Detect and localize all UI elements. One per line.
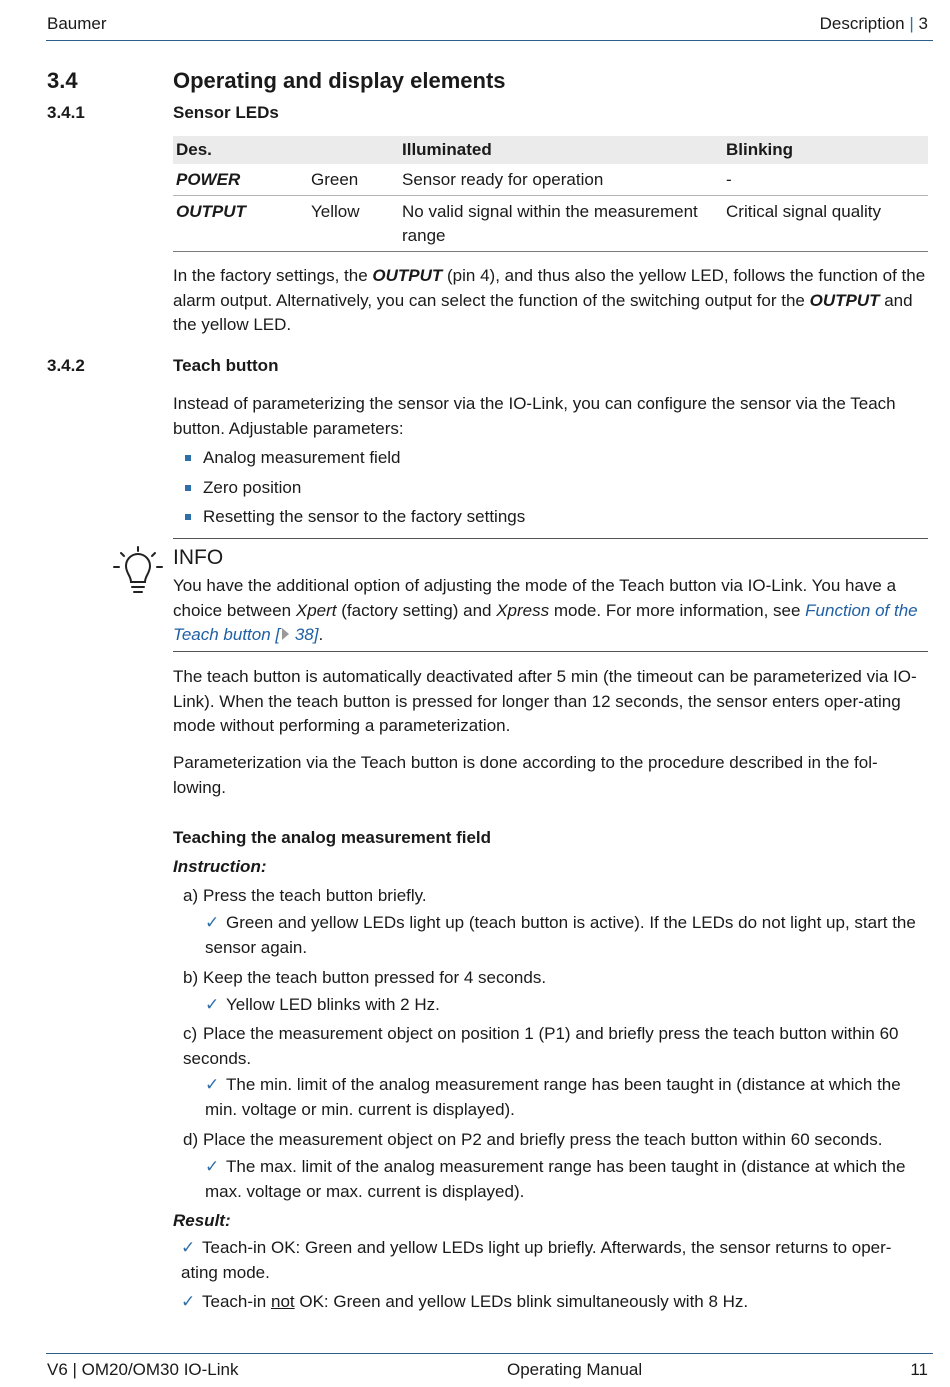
- text-run: (factory setting) and: [336, 600, 497, 620]
- step-d-result: [205, 1155, 928, 1204]
- factory-settings-paragraph: [173, 264, 928, 338]
- subsection-number-1: 3.4.1: [47, 103, 85, 122]
- header-separator: |: [909, 14, 914, 33]
- step-text: Press the teach button briefly.: [203, 886, 427, 905]
- page-arrow-icon: [282, 628, 289, 640]
- output-term: OUTPUT: [372, 266, 443, 285]
- footer-rule: [46, 1353, 933, 1354]
- list-item-text: Resetting the sensor to the factory settings: [203, 507, 526, 526]
- instruction-label: Instruction:: [173, 857, 267, 876]
- text-run: and the yellow LED.: [173, 290, 913, 334]
- step-b: [183, 966, 928, 991]
- info-bottom-rule: [173, 651, 928, 652]
- table-cell: POWER: [173, 164, 308, 196]
- result-text: OK: Green and yellow LEDs blink simultaneously with 8 Hz.: [294, 1292, 749, 1311]
- info-top-rule: [173, 538, 928, 539]
- bullet-square-icon: [185, 455, 191, 461]
- step-text: Place the measurement object on P2 and briefly press the teach button within 60 seconds.: [203, 1130, 883, 1149]
- parameter-list: [173, 446, 928, 535]
- table-header-blinking: Blinking: [723, 136, 928, 164]
- check-text: The min. limit of the analog measurement range has been taught in (distance at which the min. voltage or min. current is displayed).: [205, 1075, 901, 1119]
- bullet-square-icon: [185, 514, 191, 520]
- table-header-color: [308, 136, 399, 164]
- table-header-illuminated: Illuminated: [399, 136, 723, 164]
- check-text: The max. limit of the analog measurement range has been taught in (distance at which the max. voltage or max. current is displayed).: [205, 1157, 906, 1201]
- table-cell: Green: [308, 164, 399, 196]
- footer-document: V6 | OM20/OM30 IO-Link: [47, 1360, 239, 1379]
- step-d: [183, 1128, 928, 1153]
- header-brand: Baumer: [47, 14, 107, 33]
- teaching-title: Teaching the analog measurement field: [173, 828, 492, 847]
- result-ok: [181, 1236, 928, 1285]
- table-row: [173, 196, 928, 252]
- subsection-number-2: 3.4.2: [47, 356, 85, 375]
- check-text: Green and yellow LEDs light up (teach button is active). If the LEDs do not light up, start the sensor again.: [205, 913, 916, 957]
- list-item-text: Zero position: [203, 477, 302, 497]
- table-cell: Yellow: [308, 196, 399, 252]
- checkmark-icon: ✓: [205, 1157, 220, 1176]
- checkmark-icon: ✓: [205, 913, 220, 932]
- result-not-ok: [181, 1290, 928, 1315]
- checkmark-icon: ✓: [205, 1075, 220, 1094]
- mode-xpress: Xpress: [496, 600, 550, 620]
- text-run: You have the additional option of adjusting the mode of the Teach button via IO-Link. You have a choice between: [173, 576, 897, 620]
- check-text: Yellow LED blinks with 2 Hz.: [226, 995, 440, 1014]
- checkmark-icon: ✓: [181, 1292, 196, 1311]
- table-header-row: [173, 136, 928, 164]
- mode-xpert: Xpert: [295, 600, 337, 620]
- footer-manual-type: Operating Manual: [507, 1360, 643, 1379]
- text-run: .: [318, 625, 324, 644]
- section-title: Operating and display elements: [173, 68, 506, 93]
- step-label: a): [183, 886, 199, 905]
- text-run: (pin 4), and thus also the yellow LED, follows the function of the alarm output. Alternatively, you can select the function of the switching output for the: [173, 266, 926, 310]
- output-term: OUTPUT: [809, 290, 880, 310]
- list-item: [173, 476, 928, 506]
- step-label: c): [183, 1024, 198, 1043]
- table-row: [173, 164, 928, 196]
- link-text: Function of the Teach button [: [173, 600, 918, 644]
- result-text: Teach-in: [202, 1292, 271, 1311]
- list-item: [173, 505, 928, 535]
- table-cell: -: [723, 164, 928, 196]
- result-emphasis: not: [270, 1292, 295, 1311]
- list-item-text: Analog measurement field: [203, 448, 401, 467]
- subsection-title-2: Teach button: [173, 356, 279, 375]
- teach-intro-paragraph: [173, 392, 928, 535]
- step-text: Keep the teach button pressed for 4 seconds.: [203, 968, 547, 987]
- step-label: b): [183, 968, 199, 987]
- list-item: [173, 446, 928, 476]
- teach-intro-text: Instead of parameterizing the sensor via the IO-Link, you can configure the sensor via the Teach button. Adjustable parameters:: [173, 394, 896, 438]
- link-page: 38]: [290, 625, 319, 644]
- header-rule: [46, 40, 933, 41]
- info-title: INFO: [173, 546, 224, 569]
- bullet-square-icon: [185, 485, 191, 491]
- table-cell: Critical signal quality: [723, 196, 928, 252]
- table-header-des: Des.: [173, 136, 308, 164]
- sensor-led-table: [173, 136, 928, 252]
- procedure-paragraph: Parameterization via the Teach button is done according to the procedure described in the fol-lowing.: [173, 753, 878, 797]
- lightbulb-icon: [112, 545, 164, 597]
- result-label: Result:: [173, 1211, 231, 1230]
- text-run: In the factory settings, the: [173, 266, 373, 285]
- step-a: [183, 884, 928, 909]
- header-section-title: Description: [819, 14, 905, 33]
- step-a-result: [205, 911, 928, 960]
- section-number: 3.4: [47, 68, 78, 93]
- table-cell: No valid signal within the measurement range: [399, 196, 723, 252]
- timeout-paragraph: The teach button is automatically deactivated after 5 min (the timeout can be parameterized via IO-Link). When the teach button is pressed for longer than 12 seconds, the sensor enters oper-ating mode without performing a parameterization.: [173, 667, 917, 735]
- checkmark-icon: ✓: [181, 1238, 196, 1257]
- step-c-result: [205, 1073, 928, 1122]
- step-text: Place the measurement object on position 1 (P1) and briefly press the teach button within 60 seconds.: [183, 1024, 899, 1068]
- step-c: [183, 1022, 928, 1071]
- step-label: d): [183, 1130, 199, 1149]
- text-run: mode. For more information, see: [549, 600, 806, 620]
- table-cell: Sensor ready for operation: [399, 164, 723, 196]
- info-paragraph: [173, 574, 928, 648]
- footer-page-number: 11: [910, 1360, 928, 1379]
- header-chapter: [820, 14, 928, 34]
- header-chapter-number: 3: [918, 14, 928, 33]
- subsection-title-1: Sensor LEDs: [173, 103, 279, 122]
- checkmark-icon: ✓: [205, 995, 220, 1014]
- table-cell: OUTPUT: [173, 196, 308, 252]
- result-text: Teach-in OK: Green and yellow LEDs light up briefly. Afterwards, the sensor returns to oper-ating mode.: [181, 1238, 892, 1282]
- step-b-result: [205, 993, 928, 1018]
